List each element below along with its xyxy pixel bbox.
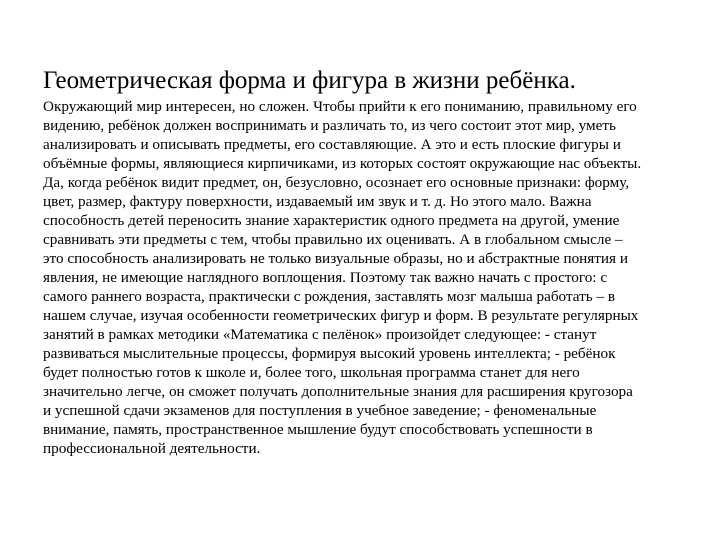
body-line: нашем случае, изучая особенности геометрических фигур и форм. В результате регулярных xyxy=(43,307,639,324)
body-line: развиваться мыслительные процессы, формируя высокий уровень интеллекта; - ребёнок xyxy=(43,345,616,362)
body-line: сравнивать эти предметы с тем, чтобы правильно их оценивать. А в глобальном смысле – xyxy=(43,231,623,248)
body-line: объёмные формы, являющиеся кирпичиками, из которых состоят окружающие нас объекты. xyxy=(43,155,642,172)
body-line: цвет, размер, фактуру поверхности, издаваемый им звук и т. д. Но этого мало. Важна xyxy=(43,193,592,210)
body-line: Окружающий мир интересен, но сложен. Чтобы прийти к его пониманию, правильному его xyxy=(43,98,637,115)
body-line: Да, когда ребёнок видит предмет, он, безусловно, осознает его основные признаки: форму, xyxy=(43,174,630,191)
body-line: анализировать и описывать предметы, его составляющие. А это и есть плоские фигуры и xyxy=(43,136,621,153)
body-line: это способность анализировать не только визуальные образы, но и абстрактные понятия и xyxy=(43,250,628,267)
body-line: будет полностью готов к школе и, более того, школьная программа станет для него xyxy=(43,364,580,381)
body-line: самого раннего возраста, практически с рождения, заставлять мозг малыша работать – в xyxy=(43,288,616,305)
body-paragraph xyxy=(43,97,693,458)
body-line: явления, не имеющие наглядного воплощения. Поэтому так важно начать с простого: с xyxy=(43,269,608,286)
body-line: видению, ребёнок должен воспринимать и различать то, из чего состоит этот мир, уметь xyxy=(43,117,616,134)
slide-title: Геометрическая форма и фигура в жизни ребёнка. xyxy=(43,67,576,94)
body-line: внимание, память, пространственное мышление будут способствовать успешности в xyxy=(43,421,593,438)
body-line: занятий в рамках методики «Математика с пелёнок» произойдет следующее: - станут xyxy=(43,326,597,343)
body-line: способность детей переносить знание характеристик одного предмета на другой, умение xyxy=(43,212,620,229)
body-line: и успешной сдачи экзаменов для поступления в учебное заведение; - феноменальные xyxy=(43,402,597,419)
body-line: значительно легче, он сможет получать дополнительные знания для расширения кругозора xyxy=(43,383,633,400)
body-line: профессиональной деятельности. xyxy=(43,440,261,457)
